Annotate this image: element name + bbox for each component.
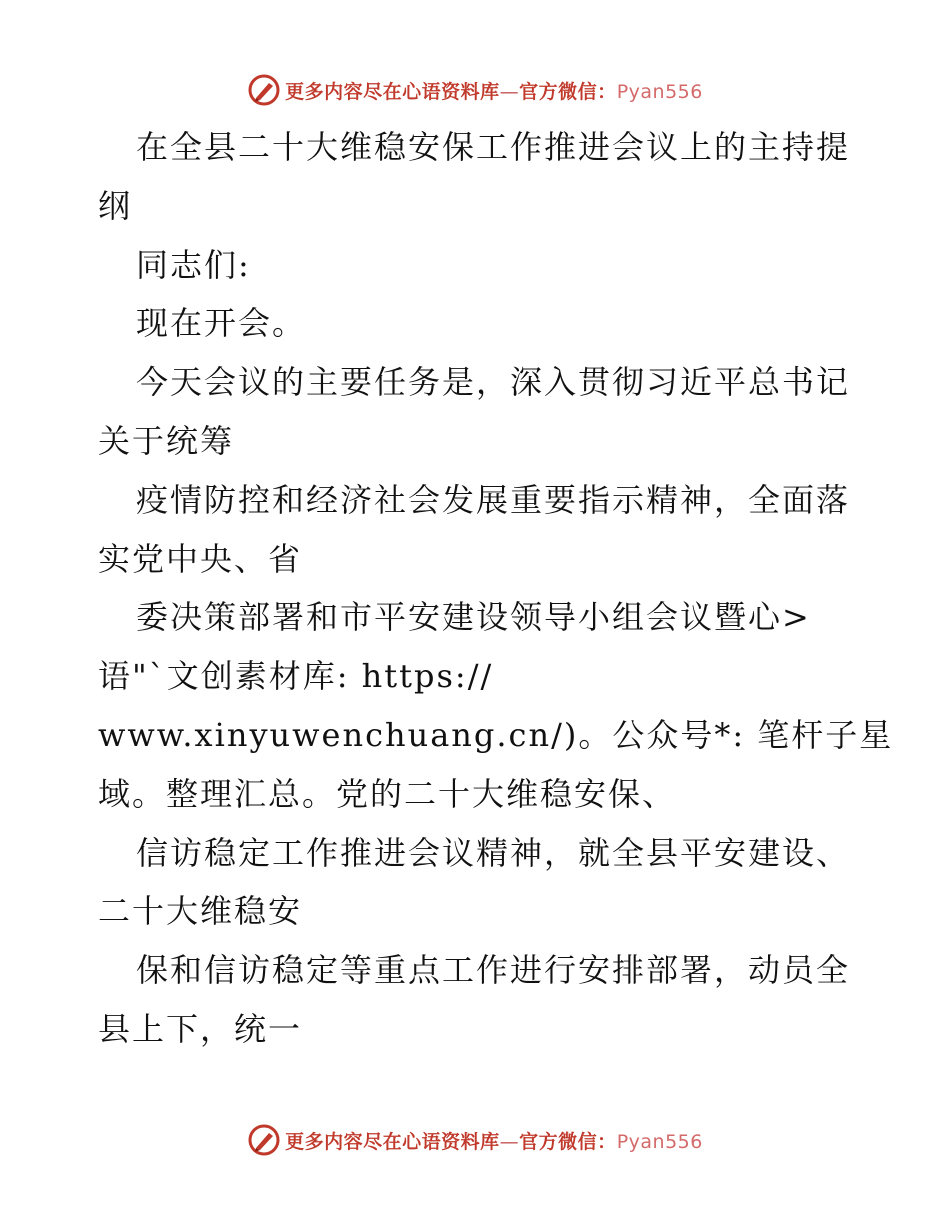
document-body — [98, 118, 898, 1059]
doc-line-salutation: 同志们: — [136, 245, 251, 284]
doc-line: 语"`文创素材库: https:// — [98, 657, 494, 696]
doc-line: 关于统筹 — [98, 421, 235, 460]
doc-line: 二十大维稳安 — [98, 892, 303, 931]
footer-banner-text — [285, 1127, 703, 1154]
footer-banner-handle: Pyan556 — [616, 1130, 703, 1153]
doc-line-title-2: 纲 — [98, 186, 133, 225]
header-banner-text — [285, 77, 703, 104]
footer-banner-wechat: 官方微信： — [519, 1130, 617, 1153]
pen-logo-icon — [247, 73, 281, 107]
doc-line: 保和信访稳定等重点工作进行安排部署，动员全 — [136, 951, 851, 990]
footer-banner-dash: — — [499, 1130, 520, 1153]
doc-line: 实党中央、省 — [98, 539, 303, 578]
footer-banner-main: 更多内容尽在心语资料库 — [285, 1130, 500, 1153]
header-banner-handle: Pyan556 — [616, 80, 703, 103]
doc-line: 信访稳定工作推进会议精神，就全县平安建设、 — [136, 833, 851, 872]
pen-logo-icon — [247, 1123, 281, 1157]
footer-banner — [0, 1120, 950, 1160]
doc-line: 疫情防控和经济社会发展重要指示精神，全面落 — [136, 480, 851, 519]
doc-line: 域。整理汇总。党的二十大维稳安保、 — [98, 774, 677, 813]
doc-line: 今天会议的主要任务是，深入贯彻习近平总书记 — [136, 363, 851, 402]
header-banner — [0, 70, 950, 110]
doc-line-title-1: 在全县二十大维稳安保工作推进会议上的主持提 — [136, 128, 851, 166]
header-banner-main: 更多内容尽在心语资料库 — [285, 80, 500, 103]
header-banner-wechat: 官方微信： — [519, 80, 617, 103]
doc-line: www.xinyuwenchuang.cn/)。公众号*: 笔杆子星 — [98, 715, 894, 754]
doc-line: 现在开会。 — [136, 304, 307, 343]
doc-line: 委决策部署和市平安建设领导小组会议暨心> — [136, 598, 811, 637]
doc-line: 县上下，统一 — [98, 1009, 303, 1048]
header-banner-dash: — — [499, 80, 520, 103]
